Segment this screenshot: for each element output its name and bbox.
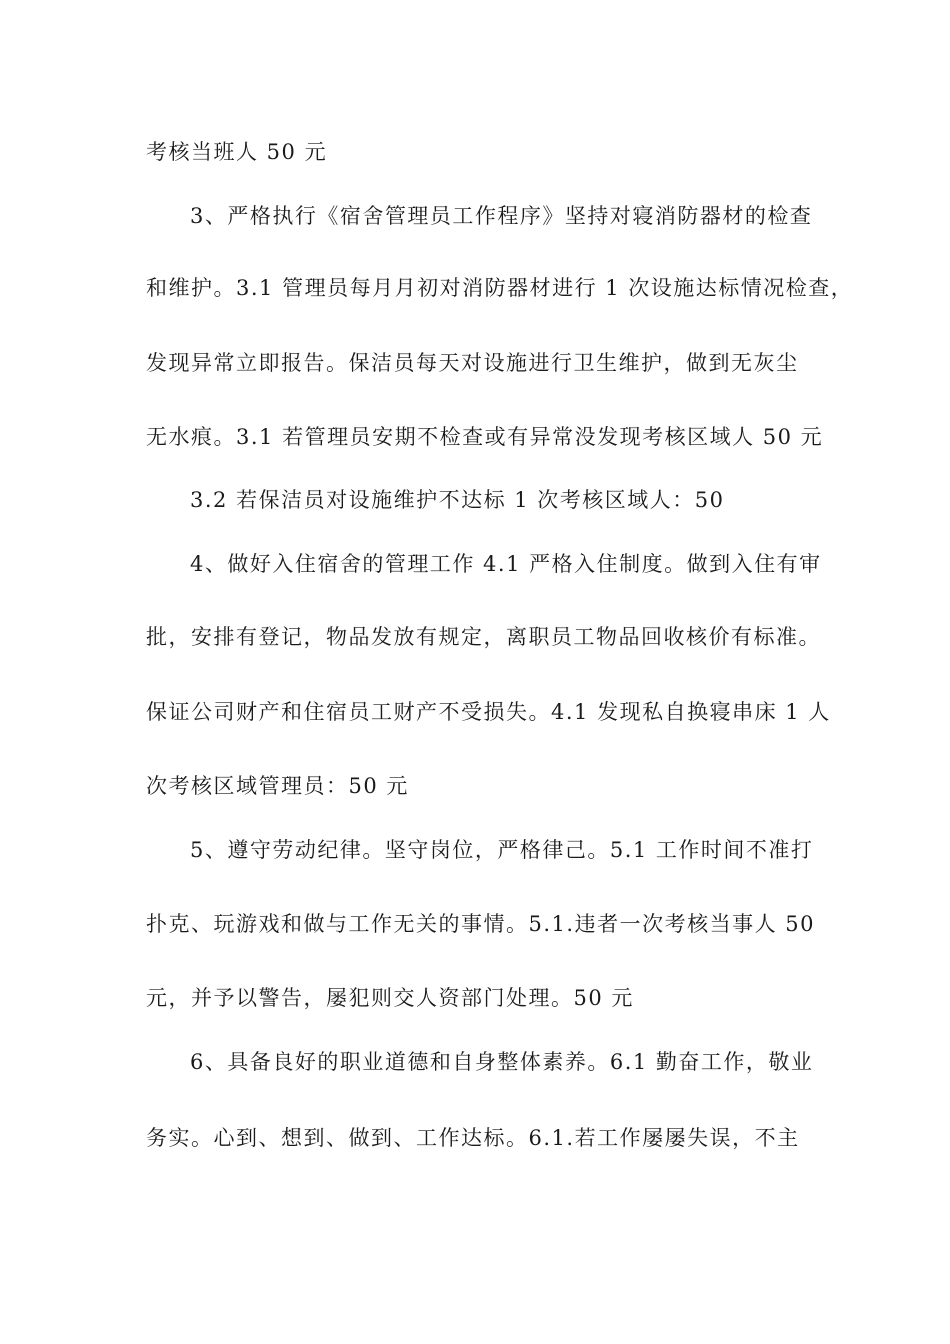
text-line: 6、具备良好的职业道德和自身整体素养。6.1 勤奋工作，敬业 [190,1050,814,1074]
text-line: 无水痕。3.1 若管理员安期不检查或有异常没发现考核区域人 50 元 [146,425,824,449]
text-line: 元，并予以警告，屡犯则交人资部门处理。50 元 [146,986,634,1010]
text-line: 发现异常立即报告。保洁员每天对设施进行卫生维护，做到无灰尘 [146,351,799,375]
text-line: 扑克、玩游戏和做与工作无关的事情。5.1.违者一次考核当事人 50 [146,912,815,936]
text-line: 5、遵守劳动纪律。坚守岗位，严格律己。5.1 工作时间不准打 [190,838,814,862]
text-line: 务实。心到、想到、做到、工作达标。6.1.若工作屡屡失误，不主 [146,1126,800,1150]
text-line: 考核当班人 50 元 [146,140,328,164]
text-line: 和维护。3.1 管理员每月月初对消防器材进行 1 次设施达标情况检查， [146,276,854,300]
text-line: 批，安排有登记，物品发放有规定，离职员工物品回收核价有标准。 [146,625,821,649]
text-line: 3.2 若保洁员对设施维护不达标 1 次考核区域人：50 [190,488,725,512]
text-line: 3、严格执行《宿舍管理员工作程序》坚持对寝消防器材的检查 [190,204,813,228]
text-line: 4、做好入住宿舍的管理工作 4.1 严格入住制度。做到入住有审 [190,552,822,576]
text-line: 保证公司财产和住宿员工财产不受损失。4.1 发现私自换寝串床 1 人 [146,700,831,724]
text-line: 次考核区域管理员：50 元 [146,774,409,798]
